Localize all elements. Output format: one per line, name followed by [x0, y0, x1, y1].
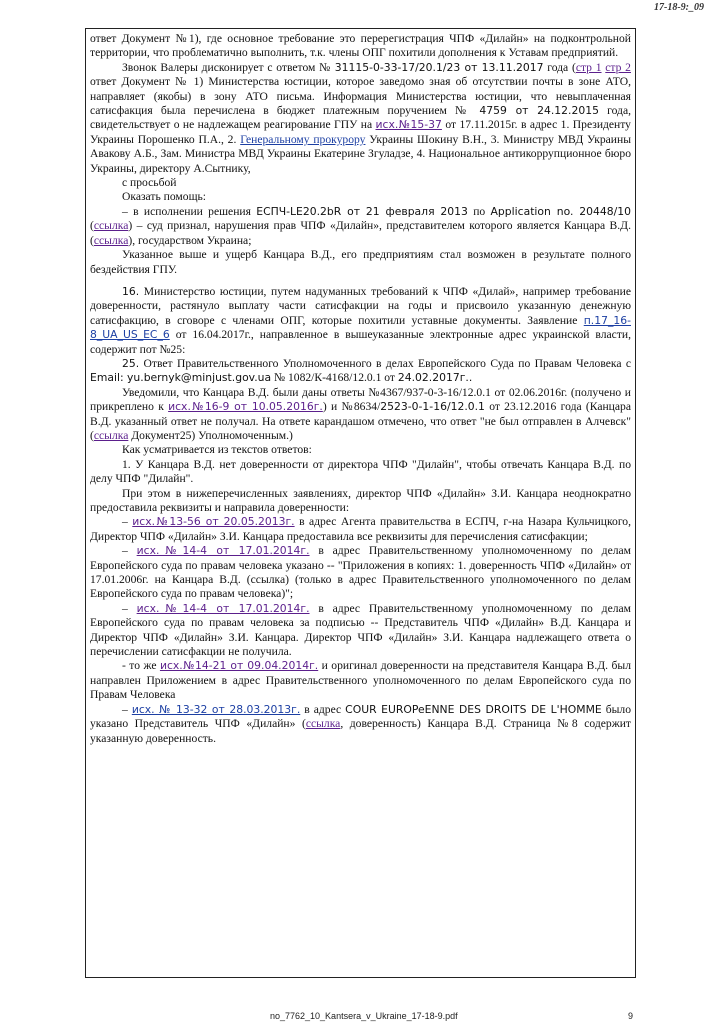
text: Оказать помощь: [122, 190, 207, 204]
text: в адрес Правительственному уполномоченному по делам Европейского суда по правам человека за подписью -- Представитель ЧПФ «Дилайн» В.Д. Канцара и Директор ЧПФ «Дилайн» З.И. Канцара. Директор ЧПФ «Дилайн» З.И. Канцара надлежащего ответа о перечислении сатисфакции не получила. [90, 601, 631, 659]
item-number: 25. [122, 356, 140, 370]
text: и оригинал доверенности на представителя Канцара В.Д. был направлен Приложением в адрес Правительственного уполномоченного по делам Европейского суда по Правам Человека [90, 659, 631, 702]
link-reference[interactable]: ссылка [93, 428, 129, 442]
text: ) и №8634/ [322, 400, 381, 414]
text: в адрес [300, 702, 346, 716]
text: – в исполнении решения [122, 204, 257, 218]
link-page-1[interactable]: стр 1 [575, 60, 602, 74]
text: Уведомили, что Канцара В.Д. были даны ответы №4367/937-0-3-16/12.0.1 от 02.06.2016г. (получено и прикреплено к [90, 385, 631, 414]
text: ) – суд признал, нарушения прав ЧПФ «Дилайн», представителем которого является Канцара В.Д. ( [90, 219, 631, 247]
text: ответ Документ № 1) Министерства юстиции, которое заведомо зная об отсутствии почты в зоне АТО, направляет (якобы) в зону АТО письма. Информация Министерства юстиции, что невыплаченная сатисфакция была перечислена в бюджет платежным поручением № [90, 75, 631, 118]
paragraph [90, 703, 631, 746]
text: ( [90, 219, 94, 233]
link-reference[interactable]: ссылка [305, 717, 341, 731]
text: № 1082/К-4168/12.0.1 от [271, 371, 398, 385]
document-id-stamp: 17-18-9:_09 [654, 2, 704, 13]
text: Министерство юстиции, путем надуманных требований к ЧПФ «Дилай», например требование доверенности, растянуло выплату части сатисфакции на годы и присвоило указанную денежную сатисфакцию, в сговоре с членами ОПГ, которые похитили уставные документы. Заявление [90, 284, 631, 327]
text: ), государством Украина; [128, 233, 252, 247]
text: – [122, 544, 137, 558]
text: ЕСПЧ-LE20.2bR от 21 февраля 2013 [256, 204, 468, 218]
paragraph [90, 285, 631, 357]
link-reference[interactable]: ссылка [93, 233, 129, 247]
text: Документ25) Уполномоченным.) [128, 428, 293, 442]
text: COUR EUROPeENNE DES DROITS DE L'HOMME [345, 702, 602, 716]
paragraph [90, 176, 631, 190]
paragraph [90, 61, 631, 176]
text: было указано Представитель ЧПФ «Дилайн» ( [90, 702, 631, 731]
link-outgoing-14-21[interactable]: исх.№14-21 от 09.04.2014г. [159, 659, 319, 673]
text: Звонок Валеры дисконирует с ответом № [122, 60, 335, 74]
text: Украины Шокину В.Н., 3. Министру МВД Украины Авакову А.Б., Зам. Министра МВД Украины Екатерине Згуладзе, 4. Национальное антикоррупционное бюро Украины, директору А.Сытнику, [90, 132, 632, 175]
paragraph [90, 205, 631, 248]
link-outgoing-15-37[interactable]: исх.№15-37 [375, 118, 442, 132]
link-statement-17-16-8[interactable]: п.17_16-8_UA_US_EC_6 [90, 313, 631, 342]
paragraph [90, 248, 631, 277]
paragraph [90, 602, 631, 660]
paragraph [90, 544, 631, 602]
link-reference[interactable]: ссылка [93, 219, 129, 233]
text: года ( [543, 60, 576, 74]
text: 1. У Канцара В.Д. нет доверенности от директора ЧПФ "Дилайн", чтобы отвечать Канцара В.Д. по делу ЧПФ "Дилайн". [90, 457, 631, 486]
link-outgoing-14-4[interactable]: исх.№14-4 от 17.01.2014г. [136, 544, 310, 558]
link-outgoing-13-32[interactable]: исх. № 13-32 от 28.03.2013г. [131, 702, 301, 716]
text: 4759 от 24.12.2015 [479, 104, 599, 118]
link-outgoing-13-56[interactable]: исх.№13-56 от 20.05.2013г. [132, 515, 295, 529]
text: от 23.12.2016 года (Канцара В.Д. указанный ответ не получал. На ответе карандашом отмечено, что ответ "не был отправлен в Алчевск" ( [90, 400, 631, 442]
paragraph [90, 443, 631, 457]
paragraph [90, 357, 631, 386]
page-number: 9 [628, 1011, 634, 1021]
text: – [122, 702, 132, 716]
text: Указанное выше и ущерб Канцара В.Д., его предприятиям стал возможен в результате полного бездействия ГПУ. [90, 248, 631, 276]
text: – [122, 601, 137, 615]
link-outgoing-14-4[interactable]: исх.№14-4 от 17.01.2014г. [136, 601, 310, 615]
text: года, свидетельствует о не надлежащем реагирование ГПУ на [90, 104, 631, 132]
text: в адрес Агента правительства в ЕСПЧ, г-на Назара Кульчицкого, Директор ЧПФ «Дилайн» З.И. Канцара предоставила все реквизиты для перечисления сатисфакции; [90, 515, 632, 543]
document-page [85, 28, 636, 978]
paragraph [90, 386, 631, 444]
text: 2523-0-1-16/12.0.1 [380, 400, 485, 414]
footer-filename: no_7762_10_Kantsera_v_Ukraine_17-18-9.pdf [270, 1011, 458, 1021]
text: от 17.11.2015г. в адрес 1. Президенту Украины Порошенко П.А., 2. [90, 118, 631, 146]
paragraph [90, 487, 631, 516]
paragraph [90, 458, 631, 487]
text: – [122, 515, 133, 529]
text: от 16.04.2017г., направленное в вышеуказанные электронные адрес украинской власти, содержит пот №25: [90, 328, 631, 356]
paragraph [90, 659, 631, 702]
item-number: 16. [122, 284, 140, 298]
text: по [467, 204, 491, 218]
paragraph [90, 32, 631, 61]
text: Application no. 20448/10 [490, 204, 631, 218]
text: Email: yu.bernyk@minjust.gov.ua [90, 371, 272, 385]
text: , доверенность) Канцара В.Д. Страница №8 содержит указанную доверенность. [90, 717, 631, 745]
text: Как усматривается из текстов ответов: [122, 443, 312, 457]
text: ответ Документ №1), где основное требование это перерегистрация ЧПФ «Дилайн» на подконтрольной территории, что проблематично выполнить, т.к. члены ОПГ похитили дополнения к Уставам предприятий. [90, 32, 631, 60]
text: 31115-0-33-17/20.1/23 от 13.11.2017 [334, 60, 544, 74]
text: - то же [122, 659, 160, 673]
text: Ответ Правительственного Уполномоченного в делах Европейского Суда по Правам Человека с [139, 356, 631, 370]
paragraph [90, 190, 631, 204]
text: 24.02.2017г.. [397, 371, 473, 385]
paragraph [90, 515, 631, 544]
text: При этом в нижеперечисленных заявлениях, директор ЧПФ «Дилайн» З.И. Канцара неоднократно предоставила реквизиты и направила доверенности: [90, 486, 631, 514]
text: в адрес Правительственному уполномоченному по делам Европейского суда по правам человека указано -- "Приложения в копиях: 1. доверенность ЧПФ «Дилайн» от 17.01.2006г. на Канцара В.Д. (ссылка) (только в адрес Правительственного уполномоченного по делам Европейского суда по правам человека)"; [90, 544, 631, 601]
link-general-prosecutor[interactable]: Генеральному прокурору [240, 132, 366, 146]
link-outgoing-16-9[interactable]: исх.№16-9 от 10.05.2016г. [168, 400, 323, 414]
link-page-2[interactable]: стр 2 [605, 60, 631, 74]
text: с просьбой [122, 176, 177, 190]
